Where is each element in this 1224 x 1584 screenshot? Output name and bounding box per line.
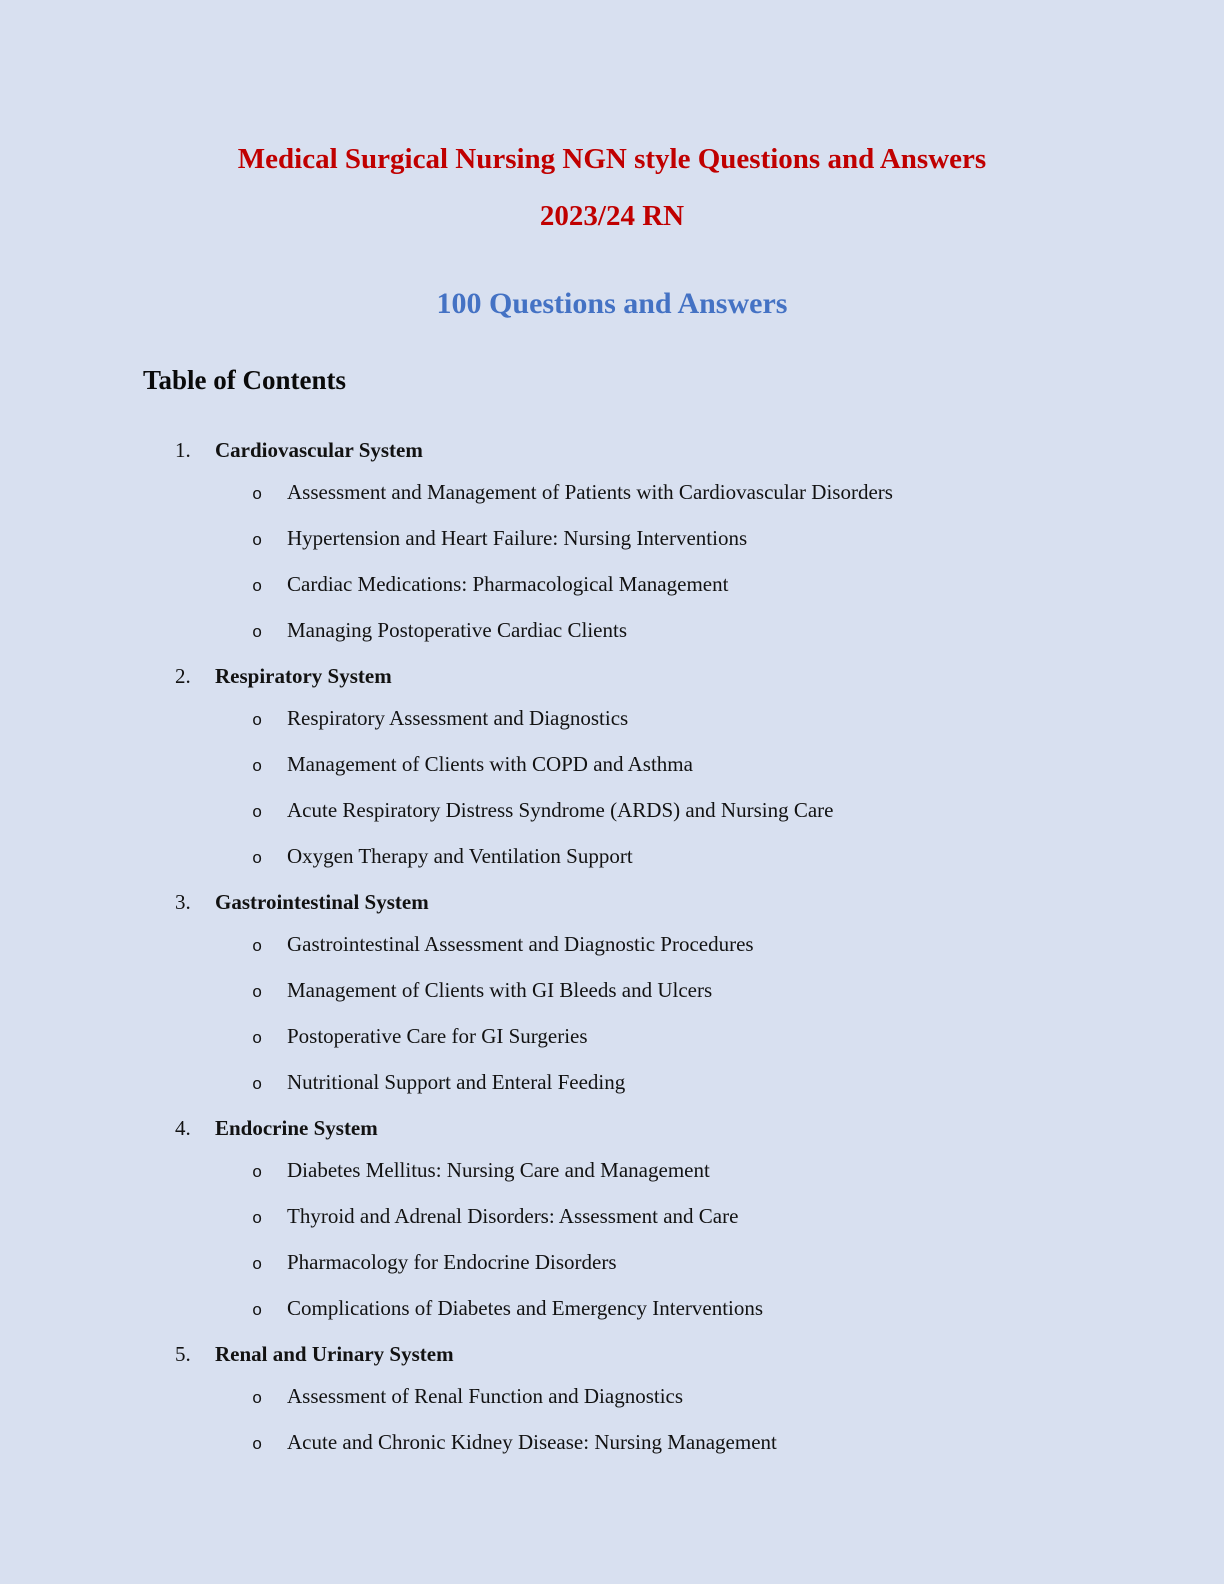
toc-subitem-bullet: o: [252, 1164, 263, 1183]
toc-subitem-bullet: o: [252, 1030, 263, 1049]
toc-subitem-bullet: o: [252, 578, 263, 597]
toc-subitem-bullet: o: [252, 532, 263, 551]
toc-section-number: 2.: [175, 664, 191, 688]
toc-subitem-bullet: o: [252, 1076, 263, 1095]
document-title-line1: Medical Surgical Nursing NGN style Questions and Answers: [237, 143, 987, 175]
toc-section-title: Renal and Urinary System: [215, 1342, 454, 1366]
toc-subitem-bullet: o: [252, 1302, 263, 1321]
toc-subitem: [0, 1241, 1224, 1287]
toc-subitem-label: Complications of Diabetes and Emergency Interventions: [287, 1296, 764, 1320]
toc-subitem: [0, 1421, 1224, 1467]
toc-subitem-label: Acute and Chronic Kidney Disease: Nursing Management: [287, 1430, 777, 1454]
toc-subitem: [0, 789, 1224, 835]
toc-subitem-bullet: o: [252, 624, 263, 643]
toc-subitem-label: Management of Clients with GI Bleeds and Ulcers: [287, 978, 713, 1002]
toc-subitem: [0, 969, 1224, 1015]
toc-subitem-bullet: o: [252, 804, 263, 823]
toc-heading: Table of Contents: [143, 365, 347, 395]
toc-subitem: [0, 517, 1224, 563]
toc-section: [0, 655, 1224, 697]
toc-subitem-label: Hypertension and Heart Failure: Nursing Interventions: [287, 526, 748, 550]
toc-subitem-bullet: o: [252, 712, 263, 731]
toc-subitem: [0, 1287, 1224, 1333]
toc-section-number: 5.: [175, 1342, 191, 1366]
toc-subitem-bullet: o: [252, 1210, 263, 1229]
toc-subitem-label: Cardiac Medications: Pharmacological Management: [287, 572, 729, 596]
toc-subitem-bullet: o: [252, 1256, 263, 1275]
toc-subitem-label: Oxygen Therapy and Ventilation Support: [287, 844, 633, 868]
toc-subitem-label: Gastrointestinal Assessment and Diagnostic Procedures: [287, 932, 754, 956]
toc-subitem-label: Pharmacology for Endocrine Disorders: [287, 1250, 617, 1274]
toc-subitem-label: Nutritional Support and Enteral Feeding: [287, 1070, 626, 1094]
toc-subitem-label: Acute Respiratory Distress Syndrome (ARDS) and Nursing Care: [287, 798, 834, 822]
toc-subitem-bullet: o: [252, 1390, 263, 1409]
toc-section-title: Gastrointestinal System: [215, 890, 429, 914]
toc-section: [0, 881, 1224, 923]
toc-subitem: [0, 1015, 1224, 1061]
toc-subitem-bullet: o: [252, 938, 263, 957]
toc-subitem-bullet: o: [252, 486, 263, 505]
toc-subitem-label: Management of Clients with COPD and Asthma: [287, 752, 693, 776]
document-title-line2: 2023/24 RN: [539, 200, 685, 232]
toc-subitem-label: Respiratory Assessment and Diagnostics: [287, 706, 629, 730]
toc-subitem: [0, 923, 1224, 969]
toc-section-title: Respiratory System: [215, 664, 392, 688]
toc-subitem: [0, 471, 1224, 517]
toc-subitem-bullet: o: [252, 1436, 263, 1455]
toc-subitem: [0, 1149, 1224, 1195]
toc-subitem: [0, 609, 1224, 655]
toc-subitem-bullet: o: [252, 984, 263, 1003]
toc-subitem: [0, 743, 1224, 789]
toc-subitem: [0, 1195, 1224, 1241]
toc-subitem-bullet: o: [252, 758, 263, 777]
toc-subitem-label: Assessment of Renal Function and Diagnostics: [287, 1384, 684, 1408]
toc-subitem-label: Diabetes Mellitus: Nursing Care and Management: [287, 1158, 710, 1182]
toc-subitem-label: Assessment and Management of Patients with Cardiovascular Disorders: [287, 480, 893, 504]
toc-subitem: [0, 1375, 1224, 1421]
toc-subitem-label: Thyroid and Adrenal Disorders: Assessment and Care: [287, 1204, 739, 1228]
toc-subitem: [0, 1061, 1224, 1107]
toc-section-title: Cardiovascular System: [215, 438, 423, 462]
document-subtitle: 100 Questions and Answers: [436, 287, 788, 320]
toc-subitem: [0, 563, 1224, 609]
toc-section-number: 4.: [175, 1116, 191, 1140]
toc-section: [0, 1333, 1224, 1375]
toc-subitem-bullet: o: [252, 850, 263, 869]
toc-subitem: [0, 835, 1224, 881]
toc-section: [0, 1107, 1224, 1149]
toc-section: [0, 429, 1224, 471]
toc-subitem-label: Postoperative Care for GI Surgeries: [287, 1024, 588, 1048]
toc-subitem-label: Managing Postoperative Cardiac Clients: [287, 618, 628, 642]
toc-subitem: [0, 697, 1224, 743]
toc-list: [0, 429, 1224, 1467]
toc-section-number: 1.: [175, 438, 191, 462]
toc-section-number: 3.: [175, 890, 191, 914]
toc-section-title: Endocrine System: [215, 1116, 378, 1140]
